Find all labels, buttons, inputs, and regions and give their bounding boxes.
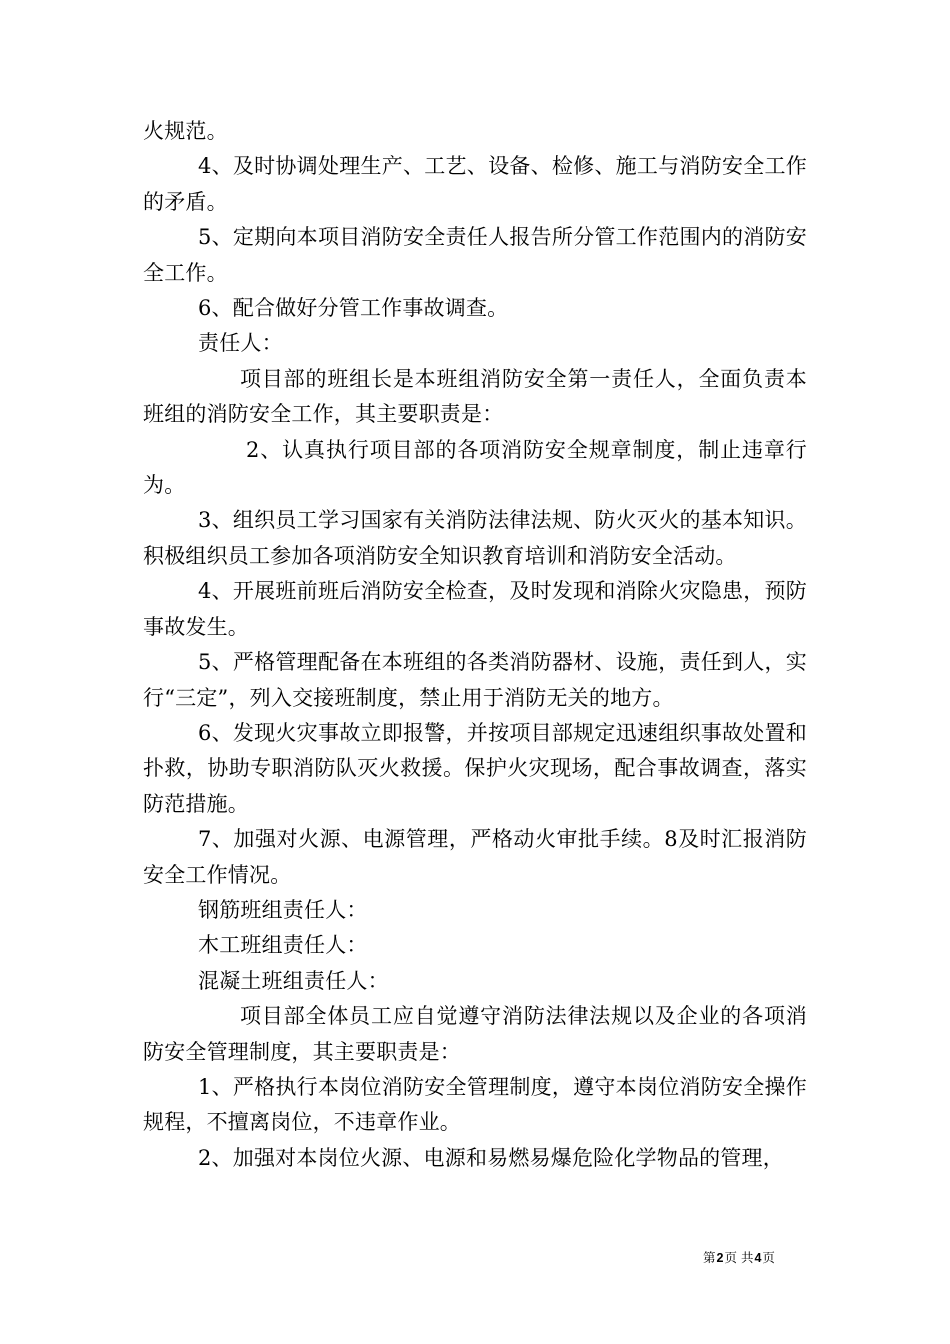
footer-prefix: 第 — [703, 1250, 716, 1265]
paragraph-concrete-team: 混凝土班组责任人： — [198, 968, 389, 993]
paragraph-team-leader-duties: 项目部的班组长是本班组消防安全第一责任人，全面负责本班组的消防安全工作，其主要职责是： — [143, 366, 807, 427]
paragraph-item-6-alarm: 6、发现火灾事故立即报警，并按项目部规定迅速组织事故处置和扑救，协助专职消防队灭火救援。保护火灾现场，配合事故调查，落实防范措施。 — [143, 720, 807, 816]
paragraph-rebar-team: 钢筋班组责任人： — [198, 897, 368, 922]
document-body — [143, 114, 807, 1176]
paragraph-continuation: 火规范。 — [143, 119, 228, 143]
paragraph-item-4-coordinate: 4、及时协调处理生产、工艺、设备、检修、施工与消防安全工作的矛盾。 — [143, 154, 807, 214]
paragraph-item-2-rules: 2、认真执行项目部的各项消防安全规章制度，制止违章行为。 — [143, 437, 807, 498]
paragraph-item-1-post-rules: 1、严格执行本岗位消防安全管理制度，遵守本岗位消防安全操作规程，不擅离岗位，不违章作业。 — [143, 1074, 807, 1135]
page-number-indicator — [703, 1248, 775, 1266]
total-page-number: 4 — [754, 1251, 762, 1265]
paragraph-item-3-training: 3、组织员工学习国家有关消防法律法规、防火灭火的基本知识。积极组织员工参加各项消防安全知识教育培训和消防安全活动。 — [143, 508, 807, 568]
paragraph-item-5-equipment: 5、严格管理配备在本班组的各类消防器材、设施，责任到人，实行“三定”，列入交接班制度，禁止用于消防无关的地方。 — [143, 650, 807, 710]
paragraph-all-staff-duties: 项目部全体员工应自觉遵守消防法律法规以及企业的各项消防安全管理制度，其主要职责是： — [143, 1004, 807, 1064]
paragraph-item-7-fire-source: 7、加强对火源、电源管理，严格动火审批手续。8及时汇报消防安全工作情况。 — [143, 827, 807, 887]
paragraph-item-4-inspection: 4、开展班前班后消防安全检查，及时发现和消除火灾隐患，预防事故发生。 — [143, 579, 807, 639]
paragraph-carpentry-team: 木工班组责任人： — [198, 933, 368, 958]
paragraph-item-5-report: 5、定期向本项目消防安全责任人报告所分管工作范围内的消防安全工作。 — [143, 225, 807, 285]
footer-suffix: 页 — [762, 1250, 775, 1265]
paragraph-item-6-investigation: 6、配合做好分管工作事故调查。 — [198, 296, 509, 321]
paragraph-responsible-person: 责任人： — [198, 331, 283, 356]
current-page-number: 2 — [716, 1251, 724, 1265]
paragraph-item-2-hazard-management: 2、加强对本岗位火源、电源和易燃易爆危险化学物品的管理， — [198, 1145, 784, 1170]
footer-middle: 页 共 — [724, 1250, 754, 1265]
